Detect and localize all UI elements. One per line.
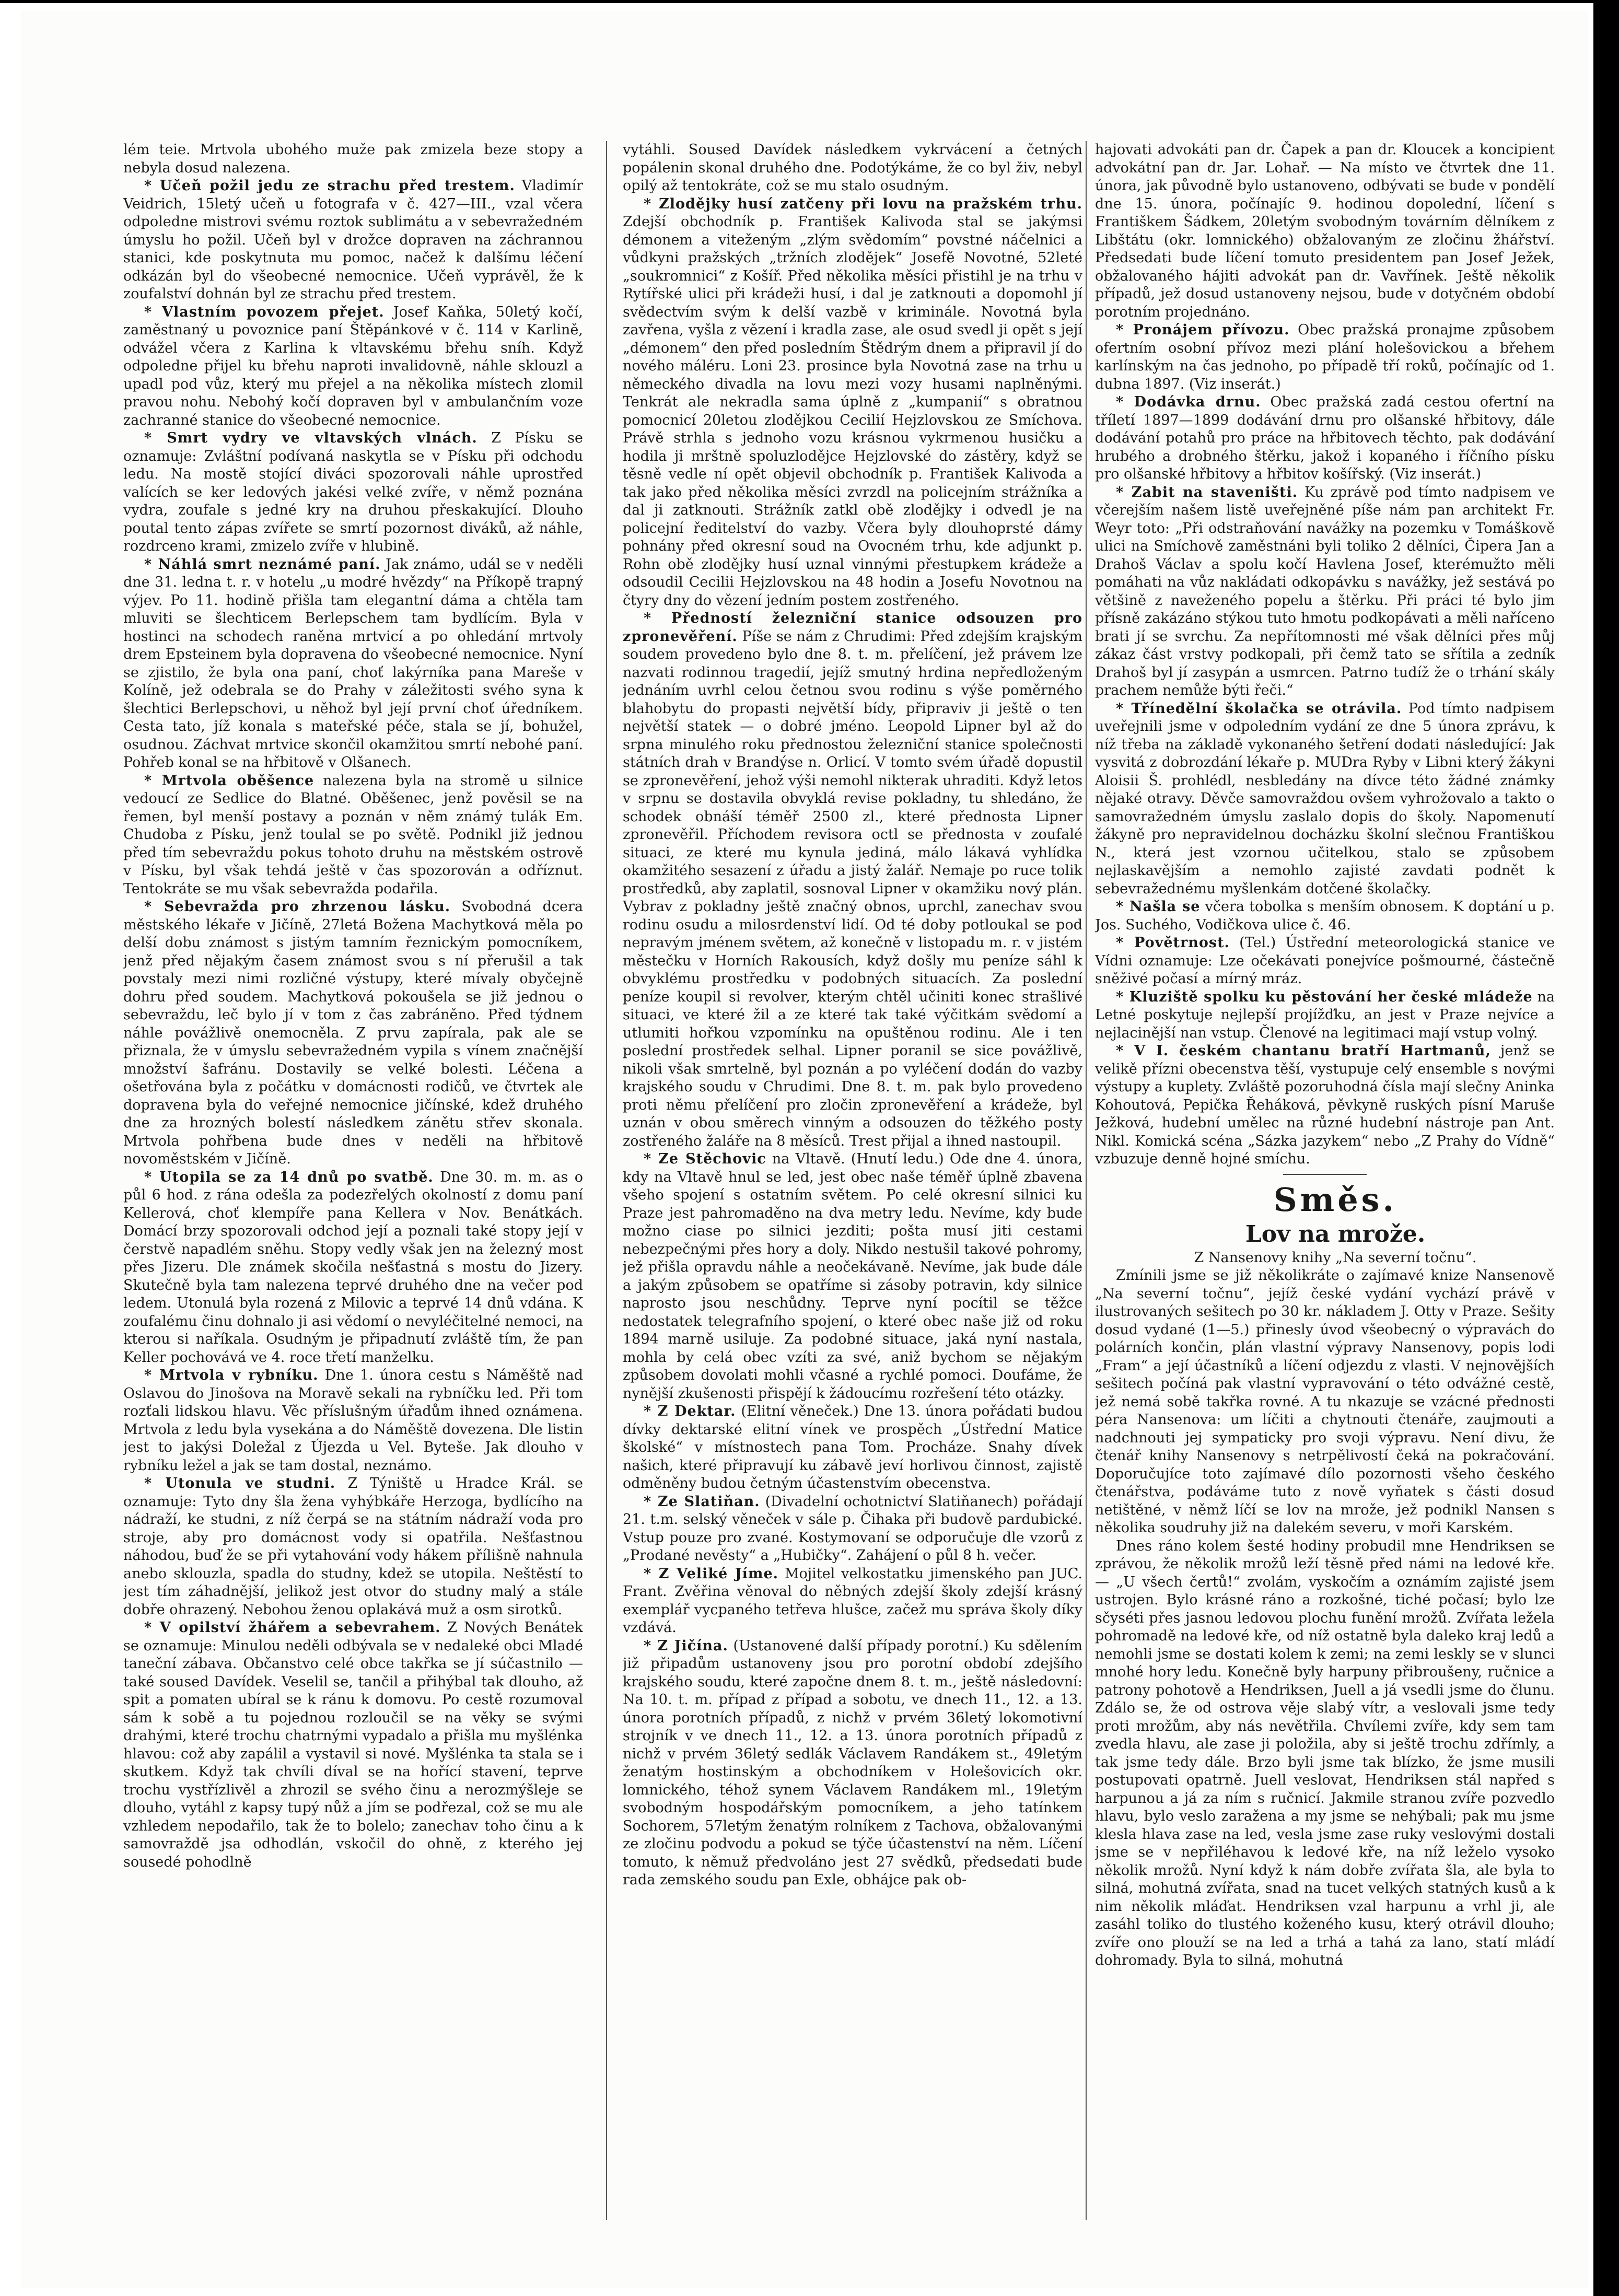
item-heading: * Kluziště spolku ku pěstování her české mládeže [1116, 988, 1533, 1005]
item-body: Z Nových Benátek se oznamuje: Minulou neděli odbývala se v nedaleké obci Mladé taneční zábava. Občanstvo celé obce takřka se jí súčastnilo — také soused Davídek. Veselil se, tančil a přihýbal tak dlouho, až spit a pomaten ubíral se k ránu k domovu. Po cestě rozumoval sám k sobě a tu pojednou rozloučil se na věky se svými drahými, které trochu chatrnými vypadalo a přišla mu myšlénka hlavou: což aby zapálil a vystavil si nové. Myšlénka ta stala se i skutkem. Když tak chvíli díval se na hořící stavení, teprve trochu vystřízlivěl a zhrozil se svého činu a nerozmýšleje se dlouho, vytáhl z kapsy tupý nůž a jím se podřezal, což se mu ale vzhledem nepodařilo, tak že to bolelo; zanechav toho činu a k samovraždě jsa odhodlán, vskočil do ohně, z kterého jej sousedé pohodlně [123, 1619, 583, 1870]
item-heading: * Z Veliké Jíme. [644, 1565, 779, 1582]
item-heading: * Ze Stěchovic [644, 1151, 766, 1167]
news-item [1095, 393, 1555, 484]
item-heading: * Mrtvola oběšencе [144, 772, 315, 789]
news-item [1095, 934, 1555, 988]
item-body: (Elitní věneček.) Dne 13. února pořádati budou dívky dektarské elitní vínek ve prospěch „Ústřední Matice školské“ v místnostech pana Tom. Procháze. Snahy dívek našich, které připravují ku zábavě jeví horlivou činnost, zajistě odměněny budou četným účastenstvím obecenstva. [623, 1403, 1082, 1491]
item-heading: * Smrt vydry ve vltavských vlnách. [144, 430, 477, 446]
news-item [1095, 484, 1555, 700]
item-body: Zdejší obchodník p. František Kalivoda stal se jakýmsi démonem a viteženým „zlým svědomím“ povstné náčelnici a vůdkyni pražských „tržních zlodějek“ Josefě Novotné, 52leté „soukromnici“ z Košíř. Před několika měsíci přistihl je na trhu v Rytířské ulici při krádeži husí, i dal je zatknouti a dopomohl jí svědectvím svým k delší vazbě v kriminále. Novotná byla zavřena, vyšla z vězení i kradla zase, ale osud svedl ji opět s její „démonem“ den před posledním Štědrým dnem a připravil jí do nového máléru. Loni 23. prosince byla Novotná zase na trhu u německého divadla na lovu mezi vozy husami naplněnými. Tenkrát ale nekradla sama úplně z „kumpanií“ s obratnou pomocnicí 20letou zlodějkou Cecilií Hejzlovskou ze Smíchova. Právě strhla s jednoho vozu krásnou vykrmenou husičku a hodila ji mrštně spoluzlodějce Hejzlovské do zástěry, když se těsně vedle ní opět objevil obchodník p. František Kalivoda a tak jako před několika měsíci zvrzdl na policejním strážníka a dal ji zatknouti. Strážník zatkl obě zlodějky i odvedl je na policejní ředitelství do vazby. Včera byly dlouhoprsté dámy pohnány před okresní soud na Ovocném trhu, kde adjunkt p. Rohn obě zlodějky husí uznal vinnými přestupkem krádeže a odsoudil Cecilii Hejzlovskou na 48 hodin a Josefu Novotnou na čtyry dny do vězení jedním postem zostřeného. [623, 214, 1082, 609]
item-heading: * Učeň požil jedu ze strachu před trestem. [144, 178, 515, 194]
item-heading: * Zlodějky husí zatčeny při lovu na pražském trhu. [644, 195, 1082, 212]
item-body: (Divadelní ochotnictví Slatiňanech) pořádají 21. t.m. selský věneček v sále p. Čihaka při budově pardubické. Vstup pouze pro zvané. Kostymovaní se odporučuje dle vzorů z „Prodané nevěsty“ a „Hubičky“. Zahájení o půl 8 h. večer. [623, 1493, 1082, 1564]
column-2 [623, 141, 1082, 2231]
column-3 [1095, 141, 1555, 2231]
section-divider [1283, 1174, 1367, 1175]
item-body: Obec pražská zadá cestou ofertní na tříletí 1897—1899 dodávání drnu pro olšanské hřbitovy, dále dodávání potahů pro práce na hřbitovech těchto, pak dodávání hrubého a drobného štěrku, jakož i kopaného i říčního písku pro olšanské hřbitovy a hřbitov košířský. (Viz inserát.) [1095, 394, 1555, 482]
item-body: Dne 1. února cestu s Náměště nad Oslavou do Jinošova na Moravě sekali na rybníčku led. Při tom rozťali lidskou hlavu. Věc příslušným úřadům ihned oznámena. Mrtvola z ledu byla vysekána a do Náměště dovezena. Dle listin jest to jakýsi Doležal z Újezda u Vel. Byteše. Jak dlouho v rybníku ležel a jak se tam dostal, neznámo. [123, 1367, 583, 1474]
news-item [123, 1475, 583, 1619]
news-item [123, 429, 583, 556]
news-item [123, 177, 583, 304]
item-heading: * Povětrnost. [1116, 935, 1230, 951]
article-source: Z Nansenovy knihy „Na severní točnu“. [1194, 1249, 1477, 1266]
paragraph: Dnes ráno kolem šesté hodiny probudil mne Hendriksen se zprávou, že několik mrožů leží těsně před námi na ledové kře. — „U všech čertů!“ zvolám, vyskočím a oznámím zajisté jsem ustrojen. Bylo krásné ráno a rozkošné, tiché počasí; bylo lze sčyséti přes jasnou ledovou plochu funění mrožů. Zvířata ležela pohromadě na ledové kře, od níž ostatně byla daleko kraj ledů a nemohli jsme se dostati kolem k zemi; na zemi leskly se v slunci mnohé hory ledu. Konečně byly harpuny přibroušeny, ručnice a patrony pohotově a Hendriksen, Juell a já vsedli jsme do člunu. Zdálo se, že od ostrova věje slabý vítr, a veslovali jsme tedy proti mrožům, aby nás nevětřila. Chvílemi zvíře, kdy sem tam zvedla hlavu, ale zase ji položila, aby si ještě trochu zdřímly, a tak jsme tedy dále. Brzo byli jsme tak blízko, že jsme musili postupovati opatrně. Juell veslovat, Hendriksen stál napřed s harpunou a já za ním s ručnicí. Jakmile stranou zvíře pozvedlo hlavu, bylo veslo zaražena a my jsme se nehýbali; pak mu jsme klesla hlava zase na led, vesla jsme zase ruky veslovými dostali jsme se v nepřiléhavou k ledové kře, na níž leželo vysoko několik mrožů. Nyní když k nám dobře zvířata šla, ale byla to silná, mohutná zvířata, snad na tucet velkých statných kusů a k nim několik mláďat. Hendriksen vzal harpunu a vrhl ji, ale zasáhl toliko do tlustého koženého kusu, který otrávil dlouho; zvíře ono plouží se na led a trhá a tahá za lano, statí mládí dohromady. Byla to silná, mohutná [1095, 1537, 1555, 1968]
news-item [623, 1637, 1082, 1890]
item-body: Mojitel velkostatku jimenského pan JUC. Frant. Zvěřina věnoval do něbných zdejší školy zdejší krásný exemplář vycpaného tetřeva hlušce, začež mu správa školy díky vzdává. [623, 1565, 1082, 1636]
column-1 [123, 141, 583, 2231]
item-body: na Vltavě. (Hnutí ledu.) Ode dne 4. února, kdy na Vltavě hnul se led, jest obec naše téměř úplně zbavena všeho spojení s ostatním světem. Po celé okresní silnici ku Praze jest pahromaděno na dva metry ledu. Nevíme, kdy bude možno ciase po silnici jezditi; pošta musí jiti cestami nebezpečnými přes hory a doly. Nikdo nestušil takové pohromy, jež přišla opravdu náhle a neočekávaně. Nevíme, jak bude dále a jakým způsobem se opatříme si zásoby potravin, kdy silnice naprosto jsou neschůdny. Teprve nyní pocítil se těžce nedostatek telegrafního spojení, o které obec naše již od roku 1894 marně usiluje. Za podobné situace, jaká nyní nastala, mohla by celá obec vzíti za své, aniž bychom se nějakým způsobem dovolati mohli včasné a rychlé pomoci. Doufáme, že nynější zkušenosti přispějí k žádoucímu rozřešení této otázky. [623, 1151, 1082, 1402]
item-body: Dne 30. m. m. as o půl 6 hod. z rána odešla za podezřelých okolností z domu paní Kellerová, choť klempíře pana Kellera v Nov. Benátkách. Domácí brzy spozorovali odchod její a poznali také stopy její v čerstvě napadlém sněhu. Stopy vedly však jen na železný most přes Jizeru. Dle známek skočila nešťastná s mostu do Jizery. Skutečně byla tam nalezena teprvé druhého dne na večer pod ledem. Utonulá byla rozená z Milovic a teprvé 14 dnů vdána. K zoufalému činu dohnalo ji asi vědomí o nevyléčitelné nemoci, na kterou si naříkala. Osudným je připadnutí zvláště tím, že pan Keller pochovává ve 4. roce třetí manželku. [123, 1169, 583, 1366]
item-heading: * Vlastním povozem přejet. [144, 304, 385, 320]
news-item [123, 898, 583, 1169]
scan-border-top [0, 0, 1619, 3]
paragraph: hajovati advokáti pan dr. Čapek a pan dr. Kloucek a koncipient advokátní pan dr. Jar. Lohař. — Na místo ve čtvrtek dne 11. února, jak původně bylo ustanoveno, odbývati se bude v pondělí dne 15. února, počínajíc 9. hodinou dopolední, líčení s Františkem Šádkem, 20letým svobodným továrním dělníkem z Libštátu (okr. lomnického) obžalovaným ze zločinu žhářství. Předsedati bude líčení tomuto presidentem pan Josef Ježek, obžalovaného hájiti advokát pan dr. Vavřínek. Ještě několik případů, jež dosud ustanoveny nejsou, bude v dotyčném období porotním projednáno. [1095, 142, 1555, 320]
item-heading: * Pronájem přívozu. [1116, 322, 1290, 338]
item-heading: * Dodávka drnu. [1116, 394, 1261, 410]
news-item [623, 1493, 1082, 1565]
item-body: Jak známo, udál se v neděli dne 31. ledna t. r. v hotelu „u modré hvězdy“ na Příkopě trapný výjev. Po 11. hodině přišla tam elegantní dáma a chtěla tam mluviti se šlechticem Berlepschem tam bydlícím. Byla v hostinci na schodech raněna mrtvicí a po ohledání mrtvoly drem Epsteinem byla dopravena do všeobecné nemocnice. Nyní se zjistilo, že byla ona paní, choť lakýrníka pana Mareše v Kolíně, jež odebrala se do Prahy v záležitosti svého syna k šlechtici Berlepschovi, u něhož byl její první choť úředníkem. Cesta tato, jíž konala s mateřské péče, stala se jí, bohužel, osudnou. Záchvat mrtvice skončil okamžitou smrtí nebohé paní. Pohřeb konal se na hřbitově v Olšanech. [123, 556, 583, 771]
item-heading: * Utonula ve studni. [144, 1475, 336, 1491]
item-heading: * Z Jičína. [644, 1637, 728, 1654]
news-item [123, 1619, 583, 1871]
item-heading: * Třínedělní školačka se otrávila. [1116, 700, 1402, 717]
paragraph: vytáhli. Soused Davídek následkem vykrvácení a četných popálenin skonal druhého dne. Podotýkáme, že co byl živ, nebyl opilý až tentokráte, což se mu stalo osudným. [623, 142, 1082, 194]
news-item [123, 772, 583, 899]
news-item [123, 1367, 583, 1475]
news-item [1095, 898, 1555, 934]
item-body: na Letné poskytuje nejlepší projížďku, an jest v Praze nejvíce a nejlacinější nan vstup. Členové na legitimaci mají vstup volný. [1095, 988, 1555, 1041]
news-item [623, 1565, 1082, 1637]
item-body: Svobodná dcera městského lékaře v Jičíně, 27letá Božena Machytková měla po delší dobu známost s jistým tamním řeznickým pomocníkem, jenž před nějakým časem známost svou s ní přerušil a tak povstaly mezi nimi rozličné výstupy, které mívaly obyčejně dohru před soudem. Machytková pokoušela se již jednou o sebevraždu, leč bylo jí v tom z čas zabráněno. Před týdnem náhle povážlivě onemocněla. Z prvu zapírala, pak ale se přiznala, že v úmyslu sebevražedném vypila s vínem značnější množství šafránu. Dostavily se velké bolesti. Léčena a ošetřována byla z počátku v domácnosti rodičů, ve čtvrtek ale dopravena byla do veřejné nemocnice jičínské, kdež druhého dne za hrozných bolestí následkem zánětu střev skonala. Mrtvola pohřbena bude dnes v neděli na hřbitově novoměstském v Jičíně. [123, 899, 583, 1167]
item-body: (Tel.) Ústřední meteorologická stanice ve Vídni oznamuje: Lze očekávati ponejvíce pošmourné, částečně sněživé počasí a mírný mráz. [1095, 935, 1555, 987]
item-body: Obec pražská pronajme způsobem ofertním osobní přívoz mezi plání holešovickou a břehem karlínským na čas jednoho, po případě tří roků, počínajíc od 1. dubna 1897. (Viz inserát.) [1095, 322, 1555, 392]
item-heading: * Náhlá smrt neznámé paní. [144, 556, 381, 573]
item-body: nalezena byla na stromě u silnice vedoucí ze Sedlice do Blatné. Oběšenec, jenž pověsil se na řemen, byl menší postavy a poznán v něm známý tulák Em. Chudoba z Písku, jenž toulal se po světě. Podnikl již jednou před tím sebevraždu pokus tohoto druhu na městském ostrově v Písku, byl však tehdá ještě v čas spozorován a odříznut. Tentokráte se mu však sebevražda podařila. [123, 772, 583, 897]
item-body: Píše se nám z Chrudimi: Před zdejším krajským soudem provedeno bylo dne 8. t. m. přelíčení, jež právem lze nazvati rodinnou tragedií, jejíž smutný hrdina nepředloženým jednáním uvrhl celou četnou svou rodinu s výše poměrného blahobytu do propasti největší bídy, připraviv ji ještě o ten největší statek — o dobré jméno. Leopold Lipner byl až do srpna minulého roku přednostou železniční stanice společnosti státních drah v Brandýse n. Orlicí. V tomto svém úřadě dopustil se zpronevěření, jehož výši nemohl nikterak uhraditi. Když letos v srpnu se dostavila obvyklá revise pokladny, tu shledáno, že schodek obnáší téměř 2500 zl., které přednosta Lipner zpronevěřil. Příchodem revisora octl se přednosta v zoufalé situaci, ze které mu kynula jediná, málo lákavá vyhlídka okamžitého sesazení z úřadu a jistý žalář. Nemaje po ruce tolik prostředků, aby zaplatil, sosnoval Lipner v okamžiku nový plán. Vybrav z pokladny ještě značný obnos, uprchl, zanechav svou rodinu osudu a milosrdenství lidí. Od té doby potloukal se pod nepravým jménem světem, až konečně v listopadu m. r. v jistém městečku v Horních Rakousích, když došly mu peníze sáhl k obvyklému prostředku v podobných situacích. Za poslední peníze koupil si revolver, kterým chtěl učiniti konec strašlivé situaci, ve které žil a ze které tak také výčitkám svědomí a utlumiti hořkou vzpomínku na opuštěnou rodinu. Ale i ten poslední prostředek selhal. Lipner poranil se sice povážlivě, nikoli však smrtelně, byl poznán a po vyléčení dodán do vazby krajského soudu v Chrudimi. Dne 8. t. m. pak bylo provedeno proti němu přelíčení pro zločin zpronevěření a krádeže, byl uznán v obou směrech vinným a odsouzen do těžkého posty zostřeného žaláře na 8 měsíců. Trest přijal a ihned nastoupil. [623, 628, 1082, 1149]
scan-border-right [1593, 0, 1619, 2296]
item-heading: * Zabit na staveništi. [1116, 484, 1298, 500]
item-heading: * Z Dektar. [644, 1403, 736, 1419]
news-item [1095, 1042, 1555, 1169]
item-body: Z Týniště u Hradce Král. se oznamuje: Tyto dny šla žena vyhýbkáře Herzoga, bydlícího na nádraží, ke studni, z níž čerpá se na státním nádraží voda pro stroje, aby pro domácnost vody si opatřila. Nešťastnou náhodou, buď že se při vytahování vody hákem přílišně nahnula anebo sklouzla, spadla do studny, kdež se utopila. Neštěstí to jest tím záhadnější, jelikož jest otvor do studny malý a stále dobře ohrazený. Nebohou ženou oplakává muž a osm sirotků. [123, 1475, 583, 1618]
news-item [123, 1169, 583, 1367]
column-rule [1086, 141, 1087, 2220]
section-title: Směs. [1273, 1180, 1397, 1219]
item-heading: * Ze Slatiňan. [644, 1493, 760, 1510]
news-item [1095, 700, 1555, 899]
news-item [123, 304, 583, 430]
item-body: Ku zprávě pod tímto nadpisem ve včerejším našem listě uveřejněné píše nám pan architekt Fr. Weyr toto: „Při odstraňování navážky na pozemku v Tomáškově ulici na Smíchově zaměstnáni byli toliko 2 dělníci, Čipera Jan a Drahoš Václav a spolu kočí Havlena Josef, kterémužto měli pomáhati na vůz nakládati odkopávku s navážky, jež sestává po většině z naveženého popelu a štěrku. Při práci té bylo jim přísně zakázáno stýkou tuto hmotu podkopávati a měli naříceno brati jí se svrchu. Za nepřítomnosti mé však dělníci přes můj zákaz část vrstvy podkopali, při čemž tato se sřítila a zedník Drahoš byl jí zasypán a usmrcen. Patrno tudíž že o trhání skály prachem nemůže býti řeči.“ [1095, 484, 1555, 698]
item-heading: * Našla se [1116, 899, 1201, 915]
item-body: včera tobolka s menším obnosem. K doptání u p. Jos. Suchého, Vodičkova ulice č. 46. [1095, 899, 1555, 933]
news-item [1095, 321, 1555, 393]
article-title: Lov na mrože. [1245, 1220, 1426, 1248]
item-body: jenž se velikě přízni obecenstva těší, vystupuje celý ensemble s novými výstupy a kuplety. Zvláště pozoruhodná čísla mají slečny Aninka Kohoutová, Pepička Řeháková, pěvkyně ruských písní Maruše Ježková, hudební umělec na různé hudební nástroje pan Ant. Nikl. Komická scéna „Sázka jazykem“ nebo „Z Prahy do Vídně“ vzbuzuje denně hojné smíchu. [1095, 1043, 1555, 1167]
news-item [623, 1403, 1082, 1493]
paragraph: lém teie. Mrtvola ubohého muže pak zmizela beze stopy a nebyla dosud nalezena. [123, 142, 583, 176]
column-rule [606, 141, 607, 2220]
item-body: Z Písku se oznamuje: Zvláštní podívaná naskytla se v Písku při odchodu ledu. Na mostě stojící diváci spozorovali náhle uprostřed valících se ker ledových jakési velké zvíře, v němž poznána vydra, zoufale s jedné kry na druhou přeskakující. Dlouho poutal tento zápas zvířete se smrtí pozornost diváků, až náhle, rozdrceno krami, zmizelo zvíře v hlubině. [123, 430, 583, 554]
item-body: (Ustanovené další případy porotní.) Ku sdělením již připadům ustanoveny jsou pro porotní období zdejšího krajského soudu, které započne dnem 8. t. m., ještě následovní: Na 10. t. m. případ z případ a sobotu, ve dnech 11., 12. a 13. února porotních případů, z nichž v prvém 36letý lokomotivní strojník v ve dnech 11., 12. a 13. února porotních případů z nichž v prvém 36letý sedlák Václavem Randákem st., 49letým ženatým hostinským a obchodníkem v Holešovicích okr. lomnického, téhož synem Václavem Randákem ml., 19letým svobodným hospodářským pomocníkem, a jeho tatínkem Sochorem, 57letým ženatým rolníkem z Tachova, obžalovanými ze zločinu podvodu a pokud se týče účastenství na něm. Líčení tomuto, k němuž předvoláno jest 27 svědků, předsedati bude rada zemského soudu pan Exle, obhájce pak ob- [623, 1637, 1082, 1888]
item-heading: * Mrtvola v rybníku. [144, 1367, 319, 1383]
news-item [123, 556, 583, 772]
paragraph: Zmínili jsme se již několikráte o zajímavé knize Nansenově „Na severní točnu“, jejíž české vydání vychází právě v ilustrovaných sešitech po 30 kr. nákladem J. Otty v Praze. Sešity dosud vydané (1—5.) přinesly úvod všeobecný o výpravách do polárních končin, plán vlastní výpravy Nansenovy, popis lodi „Fram“ a její účastníků a líčení odjezdu z vlasti. V nejnovějších sešitech počíná pak vlastní vypravování o této odvážné cestě, jež nemá sobě takřka rovné. A tu nkazuje se vzácné přednosti péra Nansenova: um líčiti a chytnouti čtenáře, zaujmouti a nadchnouti jej sympaticky pro svoji výpravu. Není divu, že čtenář knihy Nansenovy s netrpělivostí čeká na pokračování. Doporučujíce toto zajímavé dílo pozornosti všeho českého čtenářstva, podáváme tuto z nově vyňatek s části dosud netištěné, v němž líčí se lov na mrože, jež podnikl Nansen s několika soudruhy již na dalekém severu, v moři Karském. [1095, 1267, 1555, 1536]
item-heading: * Sebevražda pro zhrzenou lásku. [144, 899, 451, 915]
item-body: Vladimír Veidrich, 15letý učeň u fotografa v č. 427—III., vzal včera odpoledne mistrovi svému roztok sublimátu a v sebevražedném úmyslu ho požil. Učeň byl v drožce dopraven na záchrannou stanici, kde poskytnuta mu pomoc, načež k dalšímu léčení odkázán byl do všeobecné nemocnice. Učeň vyprávěl, že k zoufalství dohnán byl ze strachu před trestem. [123, 178, 583, 302]
news-item [1095, 988, 1555, 1043]
news-item [623, 195, 1082, 610]
item-heading: * Předností železniční stanice odsouzen pro zpronevěření. [623, 610, 1082, 645]
item-heading: * Utopila se za 14 dnů po svatbě. [144, 1169, 434, 1185]
item-body: Josef Kaňka, 50letý kočí, zaměstnaný u povoznice paní Štěpánkové v č. 114 v Karlině, odvážel včera z Karlina k vltavskému břehu sníh. Když odpoledne přijel ku břehu naproti invalidovně, náhle sklouzl a upadl pod vůz, který mu přejel a na několika místech zlomil pravou nohu. Nebohý kočí dopraven byl v ambulančním voze zachranné stanice do všeobecné nemocnice. [123, 304, 583, 428]
news-item [623, 610, 1082, 1150]
item-heading: * V I. českém chantanu bratří Hartmanů, [1116, 1043, 1491, 1059]
news-item [623, 1150, 1082, 1403]
item-heading: * V opilství žhářem a sebevrahem. [144, 1619, 441, 1636]
item-body: Pod tímto nadpisem uveřejnili jsme v odpoledním vydání ze dne 5 února zprávu, k níž třeba na základě vykonaného šetření dodati následující: Jak vysvitá z dobrozdání lékaře p. MUDra Ryby v Libni který žákyni Aloisii Š. prohlédl, nesbledány na dívce této žádné známky nějaké otravy. Děvče samovraždou ovšem vyhrožovalo a takto o samovražedném úmyslu zaslalo dopis do školy. Napomenutí žákyně pro nepravidelnou docházku školní slečnou Františkou N., která jest vzornou učitelkou, stalo se způsobem nejlaskavějším a nemohlo zajisté zavdati podnět k sebevražednému myšlenkám dotčené školačky. [1095, 700, 1555, 897]
